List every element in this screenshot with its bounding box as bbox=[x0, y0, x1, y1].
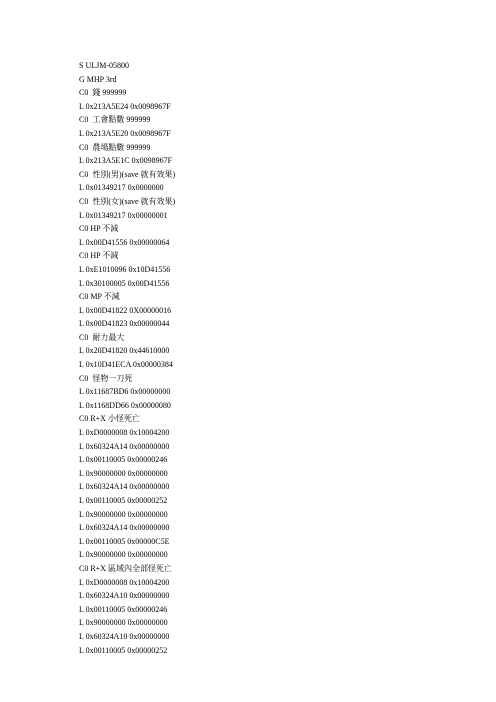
code-line: L 0x01349217 0x0000000 bbox=[79, 183, 164, 193]
code-line: L 0x20D41820 0x44610000 bbox=[79, 346, 170, 356]
code-line: C0 工會點數 999999 bbox=[79, 115, 151, 125]
code-line: C0 R+X 小怪死亡 bbox=[79, 414, 140, 424]
code-line: C0 性別(男)(save 就有效果) bbox=[79, 169, 176, 179]
code-line: C0 性別(女)(save 就有效果) bbox=[79, 196, 176, 206]
code-line: C0 HP 不減 bbox=[79, 224, 119, 234]
code-line: L 0x11687BD6 0x00000000 bbox=[79, 387, 171, 397]
code-line: L 0x90000000 0x00000000 bbox=[79, 468, 168, 478]
code-line: L 0x10D41ECA 0x00000384 bbox=[79, 360, 173, 370]
code-line: L 0x00D41822 0X00000016 bbox=[79, 305, 172, 315]
code-line: L 0x60324A14 0x00000000 bbox=[79, 482, 170, 492]
code-line: G MHP 3rd bbox=[79, 74, 117, 84]
code-line: S ULJM-05800 bbox=[79, 61, 130, 70]
code-line: L 0x00110005 0x00000252 bbox=[79, 645, 168, 655]
code-line: L 0x90000000 0x00000000 bbox=[79, 509, 168, 519]
code-line: L 0x213A5E20 0x0098967F bbox=[79, 128, 171, 138]
code-line: L 0x1168DD66 0x00000080 bbox=[79, 400, 171, 410]
code-line: L 0x90000000 0x00000000 bbox=[79, 550, 168, 560]
code-line: L 0x90000000 0x00000000 bbox=[79, 618, 168, 628]
code-line: L 0x60324A14 0x00000000 bbox=[79, 441, 170, 451]
code-line: C0 R+X 區域內全部怪死亡 bbox=[79, 563, 172, 573]
code-line: C0 農場點數 999999 bbox=[79, 142, 151, 152]
code-line: L 0x00D41556 0x00000064 bbox=[79, 237, 170, 247]
code-line: L 0xE1010096 0x10D41556 bbox=[79, 264, 171, 274]
cheat-code-list bbox=[79, 59, 175, 657]
code-line: L 0xD0000008 0x10004200 bbox=[79, 577, 170, 587]
code-line: L 0x60324A10 0x00000000 bbox=[79, 631, 170, 641]
code-line: C0 MP 不減 bbox=[79, 292, 120, 302]
code-line: L 0x60324A10 0x00000000 bbox=[79, 591, 170, 601]
code-line: L 0x60324A14 0x00000000 bbox=[79, 523, 170, 533]
code-line: L 0x00D41823 0x00000044 bbox=[79, 319, 170, 329]
code-line: C0 錢 999999 bbox=[79, 88, 127, 98]
code-line: L 0x00110005 0x00000252 bbox=[79, 496, 168, 505]
code-line: C0 怪物一刀死 bbox=[79, 373, 133, 383]
code-line: L 0x01349217 0x00000001 bbox=[79, 210, 168, 220]
code-line: L 0xD0000008 0x10004200 bbox=[79, 428, 170, 438]
code-line: L 0x213A5E1C 0x0098967F bbox=[79, 156, 173, 166]
code-line: C0 耐力最大 bbox=[79, 332, 125, 342]
code-line: C0 HP 不減 bbox=[79, 251, 119, 261]
code-line: L 0x213A5E24 0x0098967F bbox=[79, 101, 171, 111]
code-line: L 0x30100005 0x00D41556 bbox=[79, 278, 170, 288]
code-line: L 0x00110005 0x00000246 bbox=[79, 455, 168, 465]
code-line: L 0x00110005 0x00000C5E bbox=[79, 536, 170, 546]
code-line: L 0x00110005 0x00000246 bbox=[79, 604, 168, 614]
